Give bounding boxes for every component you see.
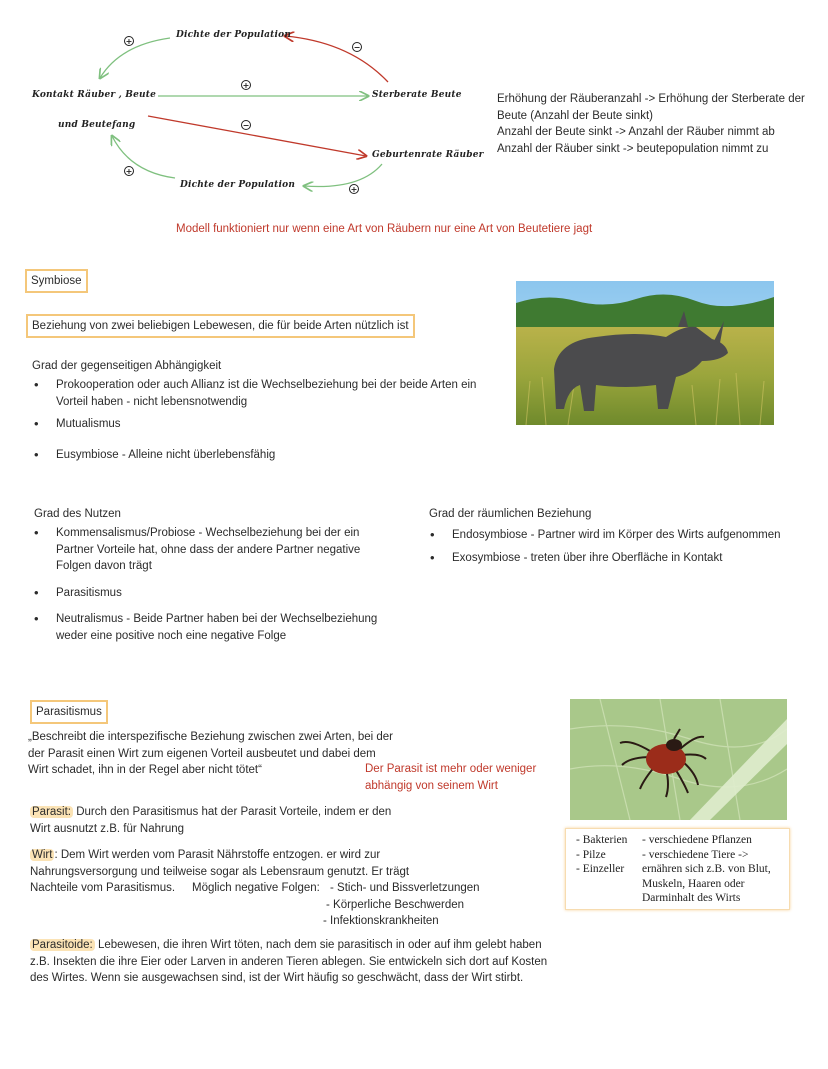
list-item: • Parasitismus bbox=[34, 585, 379, 602]
parasit-side-note: Der Parasit ist mehr oder weniger abhängig von seinem Wirt bbox=[365, 763, 537, 792]
sign-plus: + bbox=[125, 167, 133, 176]
folgen-item: - Körperliche Beschwerden bbox=[326, 899, 465, 911]
list-abhaengigkeit bbox=[34, 377, 484, 463]
heading-raeumlich: Grad der räumlichen Beziehung bbox=[429, 508, 592, 520]
wirt-text: Nachteile vom Parasitismus. bbox=[30, 882, 176, 894]
arrow-top-to-left bbox=[100, 38, 170, 78]
host-types bbox=[642, 833, 771, 906]
explanation-line: Anzahl der Räuber sinkt -> beutepopulation nimmt zu bbox=[497, 142, 769, 155]
parasite-type: - Pilze bbox=[576, 848, 606, 861]
parasite-type: - Bakterien bbox=[576, 834, 628, 846]
wirt-text: : Dem Wirt werden vom Parasit Nährstoffe entzogen. er wird zur bbox=[54, 849, 381, 861]
host-type: - verschiedene Tiere -> bbox=[642, 848, 749, 861]
sign-minus: − bbox=[353, 43, 361, 52]
heading-nutzen: Grad des Nutzen bbox=[34, 508, 121, 520]
parasite-types bbox=[576, 833, 627, 877]
explanation-line: Erhöhung der Räuberanzahl -> Erhöhung der Sterberate der bbox=[497, 93, 805, 105]
diagram-explanation bbox=[497, 91, 822, 157]
list-raeumlich bbox=[430, 527, 820, 566]
diagram-node-right-bottom: Geburtenrate Räuber bbox=[372, 150, 484, 160]
host-type: - verschiedene Pflanzen bbox=[642, 834, 752, 846]
folgen-item: - Infektionskrankheiten bbox=[323, 915, 439, 927]
folgen-label: Möglich negative Folgen: bbox=[192, 882, 320, 894]
list-item: • Mutualismus bbox=[34, 416, 484, 433]
sign-plus: + bbox=[125, 37, 133, 46]
heading-abhaengigkeit: Grad der gegenseitigen Abhängigkeit bbox=[32, 360, 222, 372]
list-item: • Exosymbiose - treten über ihre Oberfläche in Kontakt bbox=[430, 550, 820, 567]
parasitismus-quote: „Beschreibt die interspezifische Beziehung zwischen zwei Arten, bei der der Parasit einen Wirt zum eigenen Vorteil ausbeutet und dabei dem Wirt schadet, ihn in der Regel aber nicht tötet“ bbox=[28, 731, 393, 776]
parasit-text: Durch den Parasitismus hat der Parasit Vorteile, indem er den Wirt ausnutzt z.B. für Nahrung bbox=[30, 806, 392, 835]
wirt-text: Nahrungsversorgung und teilweise sogar als Lebensraum genutzt. Er trägt bbox=[30, 865, 410, 878]
model-note: Modell funktioniert nur wenn eine Art von Räubern nur eine Art von Beutetiere jagt bbox=[176, 223, 593, 235]
parasit-paragraph bbox=[30, 804, 410, 837]
sign-minus: − bbox=[242, 121, 250, 130]
host-type: ernähren sich z.B. von Blut, bbox=[642, 863, 771, 875]
parasitoide-text: des Wirtes. Wenn sie ausgewachsen sind, ist der Wirt häufig so geschwächt, dass der Wirt stirbt. bbox=[30, 972, 524, 984]
symbiose-definition: Beziehung von zwei beliebigen Lebewesen, die für beide Arten nützlich ist bbox=[26, 314, 415, 338]
diagram-node-top: Dichte der Population bbox=[176, 30, 292, 40]
list-item: • Kommensalismus/Probiose - Wechselbeziehung bei der ein Partner Vorteile hat, ohne dass der andere Partner negative Folgen davon trägt bbox=[34, 525, 379, 575]
list-item: • Neutralismus - Beide Partner haben bei der Wechselbeziehung weder eine positive noch eine negative Folge bbox=[34, 611, 379, 644]
list-item: • Eusymbiose - Alleine nicht überlebensfähig bbox=[34, 447, 484, 464]
arrow-bottom-to-left bbox=[112, 136, 175, 178]
parasite-type: - Einzeller bbox=[576, 863, 625, 875]
diagram-node-bottom: Dichte der Population bbox=[180, 180, 296, 190]
list-nutzen bbox=[34, 525, 379, 644]
explanation-line: Beute (Anzahl der Beute sinkt) bbox=[497, 109, 653, 122]
diagram-node-left-2: und Beutefang bbox=[58, 120, 136, 130]
parasitoide-text: z.B. Insekten die ihre Eier oder Larven in anderen Tieren ablegen. Sie entwickeln sich dort auf Kosten bbox=[30, 955, 548, 968]
tick-image bbox=[570, 699, 787, 820]
rhino-photo bbox=[516, 281, 774, 425]
sign-plus: + bbox=[350, 185, 358, 194]
tick-photo bbox=[570, 699, 787, 820]
host-type: Muskeln, Haaren oder bbox=[642, 877, 745, 890]
host-type: Darminhalt des Wirts bbox=[642, 892, 741, 904]
folgen-item: - Stich- und Bissverletzungen bbox=[330, 882, 480, 894]
rhino-image bbox=[516, 281, 774, 425]
parasitoide-text: Lebewesen, die ihren Wirt töten, nach dem sie parasitisch in oder auf ihm gelebt haben bbox=[97, 939, 542, 951]
diagram-node-left: Kontakt Räuber , Beute bbox=[32, 90, 157, 100]
parasitoide-paragraph bbox=[30, 937, 820, 987]
list-item: • Endosymbiose - Partner wird im Körper des Wirts aufgenommen bbox=[430, 527, 820, 544]
list-item: • Prokooperation oder auch Allianz ist die Wechselbeziehung bei der beide Arten ein Vorteil haben - nicht lebensnotwendig bbox=[34, 377, 484, 410]
section-title-symbiose: Symbiose bbox=[25, 269, 88, 293]
sign-plus: + bbox=[242, 81, 250, 90]
wirt-label: Wirt bbox=[32, 849, 53, 861]
parasit-label: Parasit: bbox=[32, 806, 71, 818]
section-title-parasitismus: Parasitismus bbox=[30, 700, 108, 724]
parasitoide-label: Parasitoide: bbox=[32, 939, 93, 951]
arrow-right-to-bottom bbox=[304, 164, 382, 187]
diagram-node-right-top: Sterberate Beute bbox=[372, 90, 462, 100]
arrow-right-to-top bbox=[285, 36, 388, 82]
arrow-left-to-bottom-right bbox=[148, 116, 366, 156]
explanation-line: Anzahl der Beute sinkt -> Anzahl der Räuber nimmt ab bbox=[497, 126, 775, 138]
